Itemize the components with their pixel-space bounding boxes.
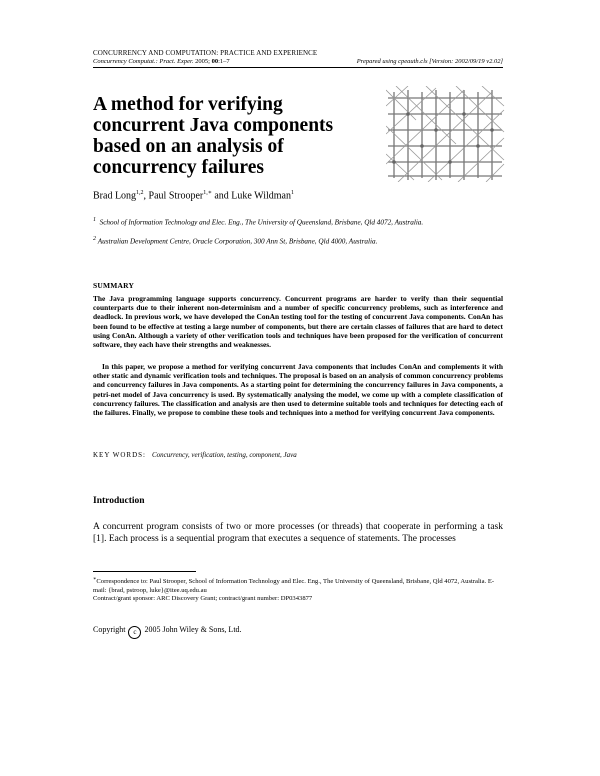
paper-title: A method for verifying concurrent Java components based on an analysis of concurrency failures — [93, 94, 334, 178]
affiliation-number: 1 — [93, 217, 96, 223]
author-affiliation-mark: 1,2 — [136, 190, 144, 196]
footnote-grant: Contract/grant sponsor: ARC Discovery Grant; contract/grant number: DP0343877 — [93, 595, 313, 603]
lattice-grid-logo — [386, 86, 506, 182]
summary-heading: SUMMARY — [93, 281, 135, 290]
citation-prefix: Concurrency Computat.: Pract. Exper. — [93, 58, 194, 65]
footnote-text: Correspondence to: Paul Strooper, School of Information Technology and Elec. Eng., The University of Queensland, Brisbane, Qld 4072, Australia. E-mail: {brad, pstroop, luke}@itee.uq.edu.au — [93, 578, 495, 594]
summary-paragraph: In this paper, we propose a method for verifying concurrent Java components that includes ConAn and complements it with other static and dynamic verification tools and techniques. The proposal is based on an analysis of common concurrency problems and concurrency failures in Java components. As a starting point for determining the concurrency failures in Java components, a petri-net model of Java concurrency is used. By systematically analysing the model, we come up with a complete classification of concurrency failures. The classification and analysis are then used to determine suitable tools and techniques for detecting each of the failures. Finally, we propose to combine these tools and techniques into a method for verifying concurrent Java components. — [93, 362, 503, 418]
prepared-using: Prepared using cpeauth.cls [Version: 2002/09/19 v2.02] — [356, 58, 503, 65]
journal-name: CONCURRENCY AND COMPUTATION: PRACTICE AND EXPERIENCE — [93, 49, 318, 57]
affiliation-text: School of Information Technology and Elec. Eng., The University of Queensland, Brisbane, Qld 4072, Australia. — [99, 218, 424, 227]
footnote-rule — [93, 571, 196, 572]
copyright-line — [93, 625, 242, 639]
citation-pages: :1–7 — [218, 58, 230, 65]
affiliation-2 — [93, 235, 503, 246]
footnotes — [93, 576, 503, 604]
author-list — [93, 189, 294, 201]
copyright-prefix: Copyright — [93, 625, 126, 634]
keywords-label: KEY WORDS: — [93, 451, 146, 459]
keywords-value: Concurrency, verification, testing, component, Java — [151, 451, 297, 459]
citation-volume: 00 — [211, 58, 219, 65]
author-affiliation-mark: 1,∗ — [203, 190, 212, 196]
footnote-mark: ∗ — [93, 577, 97, 582]
affiliation-number: 2 — [93, 236, 96, 242]
keywords — [93, 451, 503, 459]
section-heading: Introduction — [93, 496, 145, 506]
author-separator: , — [143, 190, 149, 202]
citation-line — [93, 58, 503, 65]
copyright-text: 2005 John Wiley & Sons, Ltd. — [144, 625, 242, 634]
author-name: Luke Wildman — [231, 190, 291, 202]
footnote-correspondence — [93, 576, 503, 595]
body-paragraph: A concurrent program consists of two or more processes (or threads) that cooperate in performing a task [1]. Each process is a sequential program that executes a sequence of statements. The processes — [93, 522, 503, 545]
author-name: Brad Long — [93, 190, 137, 202]
author-name: Paul Strooper — [148, 190, 204, 202]
citation-year: 2005; — [195, 58, 210, 65]
author-affiliation-mark: 1 — [290, 190, 294, 196]
copyright-symbol: c — [128, 626, 141, 639]
author-separator: and — [211, 190, 232, 202]
header-rule — [93, 67, 503, 68]
summary-paragraph: The Java programming language supports concurrency. Concurrent programs are harder to verify than their sequential counterparts due to their inherent non-determinism and a number of specific concurrency problems, such as interference and deadlock. In previous work, we have developed the ConAn testing tool for the testing of concurrent Java components. ConAn has been found to be effective at testing a large number of components, but there are certain classes of failures that are hard to detect using ConAn. Although a variety of other verification tools and techniques have been proposed for the verification of concurrent software, they each have their strengths and weaknesses. — [93, 294, 503, 350]
affiliation-text: Australian Development Centre, Oracle Corporation, 300 Ann St, Brisbane, Qld 4000, Australia. — [97, 237, 378, 246]
affiliation-1 — [93, 216, 503, 227]
